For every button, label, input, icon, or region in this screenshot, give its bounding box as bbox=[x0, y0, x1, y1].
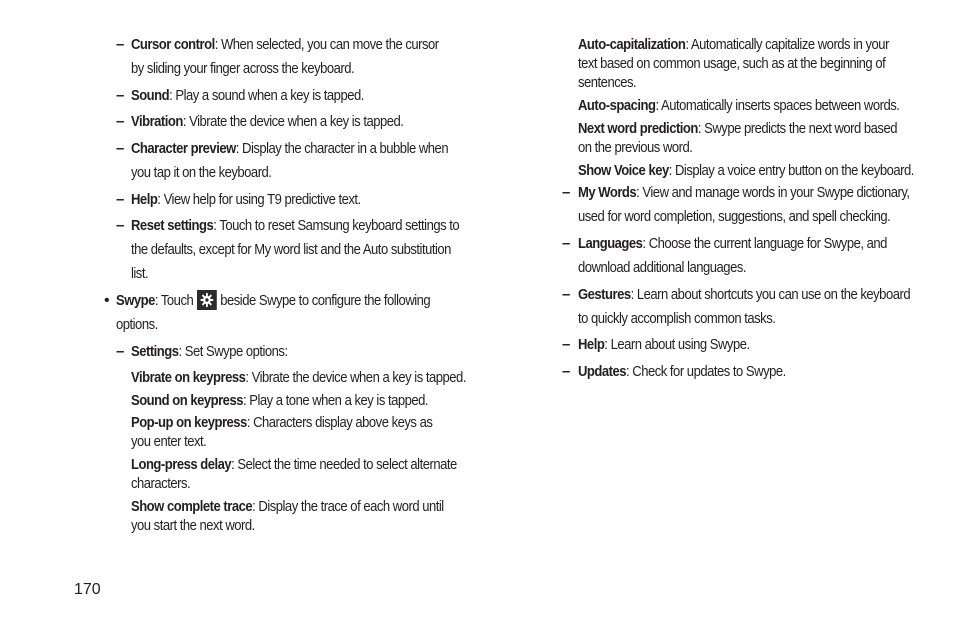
item-term: Vibration bbox=[131, 114, 183, 130]
option-item bbox=[131, 456, 462, 494]
dash-bullet: – bbox=[116, 343, 125, 360]
option-item bbox=[578, 120, 911, 158]
dash-bullet: – bbox=[116, 191, 125, 208]
list-item bbox=[578, 283, 913, 331]
option-term: Auto-spacing bbox=[578, 98, 656, 114]
dash-bullet: – bbox=[562, 286, 571, 303]
list-item bbox=[578, 181, 911, 229]
page-number: 170 bbox=[74, 581, 101, 598]
option-item bbox=[131, 414, 455, 452]
dash-bullet: – bbox=[562, 363, 571, 380]
item-desc: beside Swype to configure the following options. bbox=[116, 293, 431, 333]
item-desc: : Display the character in a bubble when you tap it on the keyboard. bbox=[131, 141, 449, 181]
option-desc: : Play a tone when a key is tapped. bbox=[242, 393, 429, 409]
item-desc: : Set Swype options: bbox=[178, 344, 288, 360]
option-item bbox=[131, 498, 455, 536]
option-item bbox=[578, 97, 911, 116]
item-desc: : View help for using T9 predictive text. bbox=[157, 192, 361, 208]
item-desc: : View and manage words in your Swype dictionary, used for word completion, suggestions, and spell checking. bbox=[578, 185, 910, 225]
dash-bullet: – bbox=[116, 87, 125, 104]
item-desc: : Touch bbox=[154, 293, 194, 309]
option-term: Show complete trace bbox=[131, 499, 253, 515]
option-term: Vibrate on keypress bbox=[131, 370, 246, 386]
list-item bbox=[131, 214, 460, 286]
item-term: Settings bbox=[131, 344, 179, 360]
option-desc: : Automatically capitalize words in your text based on common usage, such as at the beginning of sentences. bbox=[578, 37, 889, 91]
option-term: Next word prediction bbox=[578, 121, 698, 137]
option-term: Show Voice key bbox=[578, 163, 669, 179]
item-term: Languages bbox=[578, 236, 643, 252]
item-term: Help bbox=[578, 337, 605, 353]
item-desc: : Check for updates to Swype. bbox=[626, 364, 786, 380]
list-item bbox=[578, 232, 907, 280]
list-item bbox=[131, 110, 464, 134]
option-term: Sound on keypress bbox=[131, 393, 243, 409]
option-item bbox=[578, 162, 916, 181]
gear-icon bbox=[197, 290, 217, 310]
dash-bullet: – bbox=[116, 140, 125, 157]
item-term: Updates bbox=[578, 364, 627, 380]
item-desc: : Learn about using Swype. bbox=[604, 337, 750, 353]
list-item bbox=[131, 137, 460, 185]
dash-bullet: – bbox=[116, 113, 125, 130]
list-item bbox=[131, 33, 452, 81]
list-item bbox=[578, 333, 911, 357]
list-item bbox=[131, 188, 464, 212]
option-term: Long-press delay bbox=[131, 457, 232, 473]
dash-bullet: – bbox=[562, 184, 571, 201]
item-term: Reset settings bbox=[131, 218, 214, 234]
item-term: Gestures bbox=[578, 287, 631, 303]
item-desc: : Learn about shortcuts you can use on the keyboard to quickly accomplish common tasks. bbox=[578, 287, 911, 327]
option-item bbox=[578, 36, 898, 93]
item-desc: : When selected, you can move the cursor by sliding your finger across the keyboard. bbox=[131, 37, 439, 77]
option-desc: : Vibrate the device when a key is tapped. bbox=[245, 370, 466, 386]
round-bullet: • bbox=[104, 292, 110, 309]
option-desc: : Display a voice entry button on the keyboard. bbox=[668, 163, 914, 179]
item-term: Help bbox=[131, 192, 158, 208]
list-item bbox=[578, 360, 911, 384]
option-term: Pop-up on keypress bbox=[131, 415, 247, 431]
item-desc: : Choose the current language for Swype, and download additional languages. bbox=[578, 236, 887, 276]
option-term: Auto-capitalization bbox=[578, 37, 686, 53]
option-desc: : Swype predicts the next word based on the previous word. bbox=[578, 121, 897, 156]
dash-bullet: – bbox=[116, 217, 125, 234]
option-desc: : Display the trace of each word until you start the next word. bbox=[131, 499, 444, 534]
dash-bullet: – bbox=[116, 36, 125, 53]
list-item bbox=[131, 84, 464, 108]
item-term: Cursor control bbox=[131, 37, 215, 53]
item-term: Character preview bbox=[131, 141, 236, 157]
item-desc: : Play a sound when a key is tapped. bbox=[169, 88, 364, 104]
dash-bullet: – bbox=[562, 235, 571, 252]
item-desc: : Vibrate the device when a key is tapped. bbox=[182, 114, 404, 130]
list-item bbox=[131, 340, 464, 364]
option-desc: : Characters display above keys as you enter text. bbox=[131, 415, 433, 450]
item-term: My Words bbox=[578, 185, 637, 201]
option-item bbox=[131, 389, 473, 413]
item-desc: : Touch to reset Samsung keyboard settings to the defaults, except for My word list and the Auto substitution list. bbox=[131, 218, 460, 282]
dash-bullet: – bbox=[562, 336, 571, 353]
option-desc: : Select the time needed to select alternate characters. bbox=[131, 457, 457, 492]
option-item bbox=[131, 366, 473, 390]
option-desc: : Automatically inserts spaces between words. bbox=[655, 98, 900, 114]
list-item-swype bbox=[116, 289, 463, 337]
item-term: Swype bbox=[116, 293, 155, 309]
item-term: Sound bbox=[131, 88, 170, 104]
